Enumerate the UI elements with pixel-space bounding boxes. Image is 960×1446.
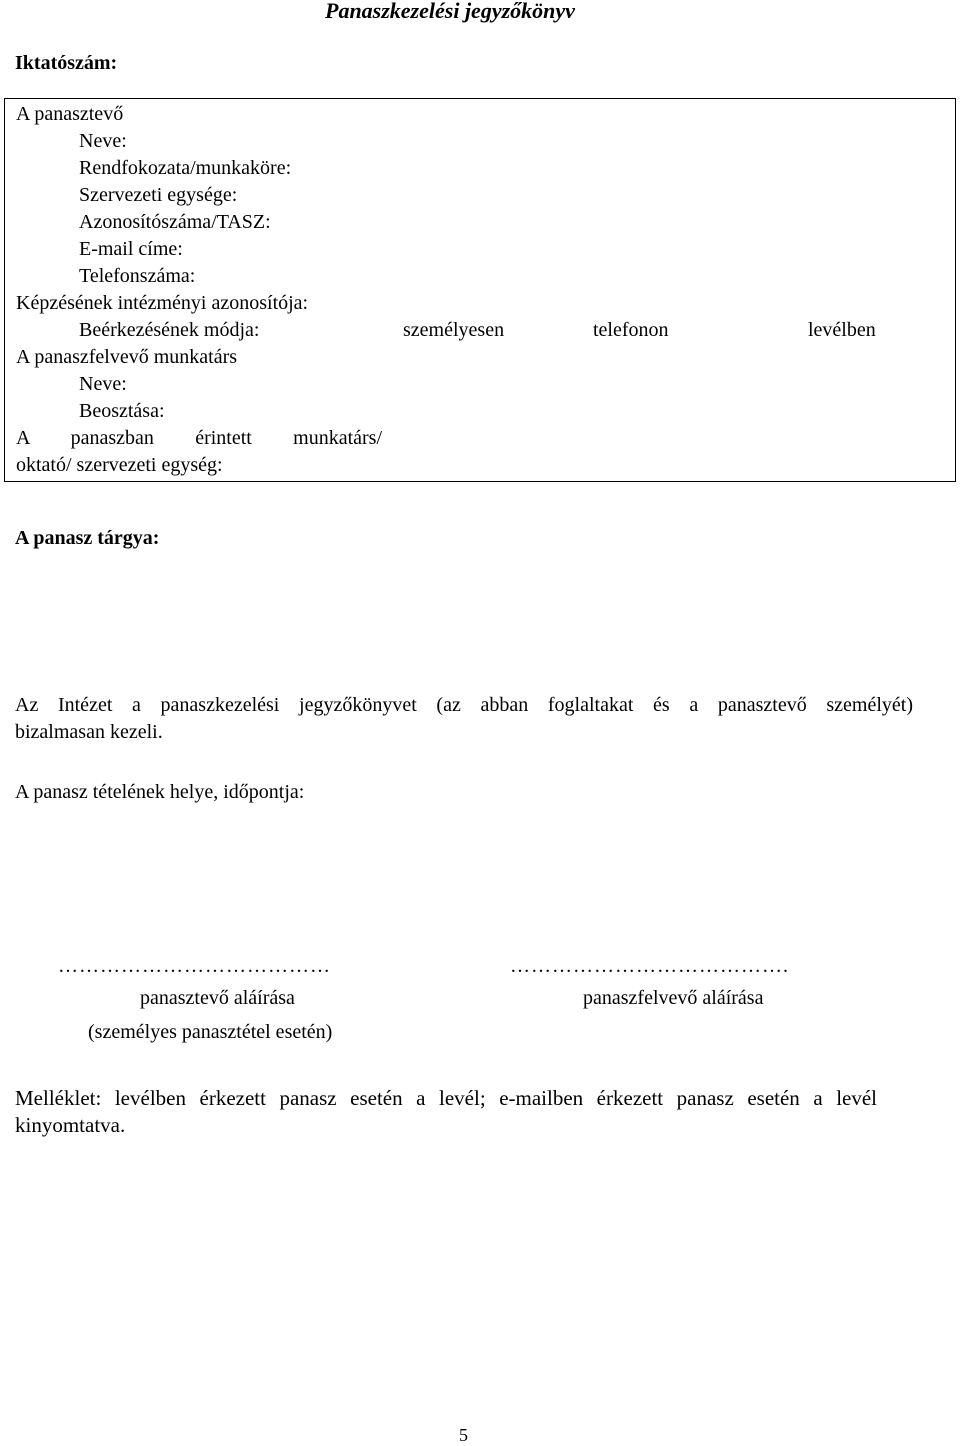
complainant-phone-label: Telefonszáma: [79, 265, 196, 287]
place-time-label: A panasz tételének helye, időpontja: [15, 781, 305, 803]
complainant-rank-label: Rendfokozata/munkaköre: [79, 157, 292, 179]
subject-label: A panasz tárgya: [15, 527, 160, 549]
confidentiality-line2: bizalmasan kezeli. [15, 721, 163, 743]
page-number: 5 [459, 1425, 468, 1445]
complainant-id-label: Azonosítószáma/TASZ: [79, 211, 271, 233]
affected-staff-label-line1: A panaszban érintett munkatárs/ [16, 427, 382, 449]
recorder-heading: A panaszfelvevő munkatárs [16, 346, 238, 368]
complainant-name-label: Neve: [79, 130, 127, 152]
complainant-heading: A panasztevő [16, 103, 124, 125]
arrival-mode-label: Beérkezésének módja: [79, 319, 260, 341]
complaint-form-box [4, 98, 956, 482]
recorder-signature-label: panaszfelvevő aláírása [583, 987, 764, 1009]
filing-number-label: Iktatószám: [15, 52, 118, 74]
complainant-signature-line: ………………………………… [58, 955, 331, 977]
complainant-email-label: E-mail címe: [79, 238, 183, 260]
training-id-label: Képzésének intézményi azonosítója: [16, 292, 309, 314]
recorder-signature-line: …………………………………. [510, 955, 789, 977]
arrival-option-letter: levélben [808, 319, 876, 341]
confidentiality-line1: Az Intézet a panaszkezelési jegyzőkönyvet (az abban foglaltakat és a panasztevő személyét) [15, 694, 913, 716]
attachment-line2: kinyomtatva. [15, 1113, 126, 1137]
complainant-signature-note: (személyes panasztétel esetén) [88, 1021, 333, 1043]
recorder-name-label: Neve: [79, 373, 127, 395]
attachment-line1: Melléklet: levélben érkezett panasz esetén a levél; e-mailben érkezett panasz esetén a levél [15, 1086, 877, 1110]
complainant-unit-label: Szervezeti egysége: [79, 184, 238, 206]
complainant-signature-label: panasztevő aláírása [140, 987, 295, 1009]
arrival-option-phone: telefonon [593, 319, 669, 341]
affected-staff-label-line2: oktató/ szervezeti egység: [16, 454, 223, 476]
page-title: Panaszkezelési jegyzőkönyv [325, 0, 575, 23]
arrival-option-in-person: személyesen [403, 319, 505, 341]
recorder-position-label: Beosztása: [79, 400, 165, 422]
